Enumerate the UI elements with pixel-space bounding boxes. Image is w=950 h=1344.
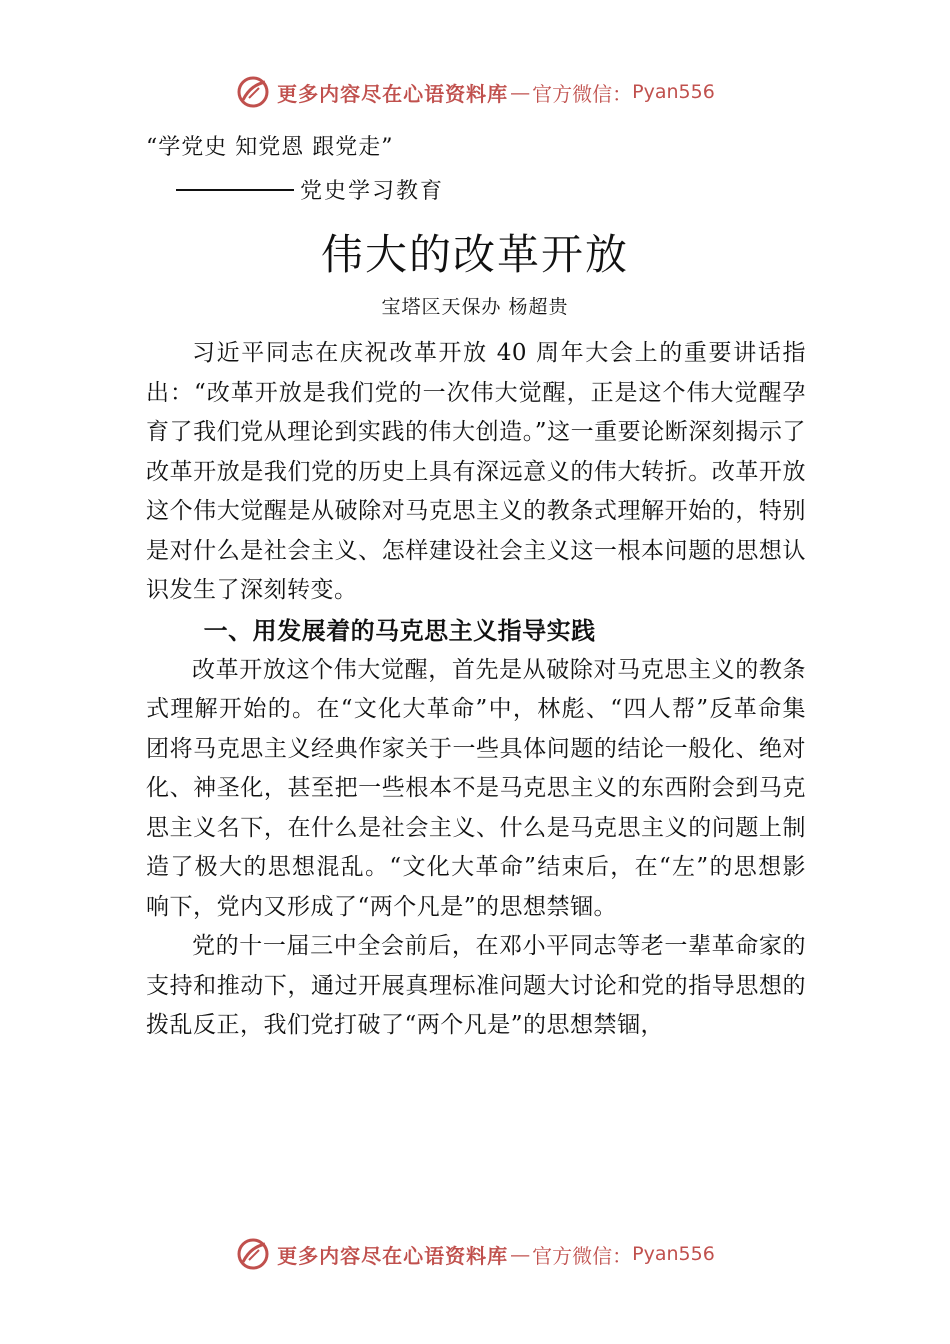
watermark-footer [0, 1236, 950, 1272]
watermark-main-text: 更多内容尽在心语资料库 [277, 81, 509, 106]
paragraph-1: 习近平同志在庆祝改革开放 40 周年大会上的重要讲话指出：“改革开放是我们党的一次伟大觉醒，正是这个伟大觉醒孕育了我们党从理论到实践的伟大创造。”这一重要论断深刻揭示了改革开放是我们党的历史上具有深远意义的伟大转折。改革开放这个伟大觉醒是从破除对马克思主义的教条式理解开始的，特别是对什么是社会主义、怎样建设社会主义这一根本问题的思想认识发生了深刻转变。 [146, 340, 806, 603]
epigraph: “学党史 知党恩 跟党走” [146, 135, 394, 160]
watermark-plain-text: 官方微信： [532, 1243, 633, 1268]
section-heading-1: 一、用发展着的马克思主义指导实践 [203, 616, 596, 645]
watermark-header [0, 74, 950, 110]
paragraph-3: 党的十一届三中全会前后，在邓小平同志等老一辈革命家的支持和推动下，通过开展真理标准问题大讨论和党的指导思想的拨乱反正，我们党打破了“两个凡是”的思想禁锢， [146, 933, 806, 1038]
watermark-id: Pyan556 [632, 1243, 715, 1265]
watermark-plain-text: 官方微信： [532, 81, 633, 106]
watermark-dash: — [510, 1242, 531, 1266]
document-title: 伟大的改革开放 [320, 230, 629, 279]
subline [176, 174, 444, 205]
watermark-dash: — [510, 80, 531, 104]
watermark-id: Pyan556 [632, 81, 715, 103]
document-body [146, 334, 806, 1046]
watermark-main-text: 更多内容尽在心语资料库 [277, 1243, 509, 1268]
brand-logo-icon [235, 74, 271, 110]
subline-rule [176, 189, 294, 191]
subline-text: 党史学习教育 [300, 179, 445, 204]
brand-logo-icon [235, 1236, 271, 1272]
paragraph-2: 改革开放这个伟大觉醒，首先是从破除对马克思主义的教条式理解开始的。在“文化大革命”中，林彪、“四人帮”反革命集团将马克思主义经典作家关于一些具体问题的结论一般化、绝对化、神圣化，甚至把一些根本不是马克思主义的东西附会到马克思主义名下，在什么是社会主义、什么是马克思主义的问题上制造了极大的思想混乱。“文化大革命”结束后，在“左”的思想影响下，党内又形成了“两个凡是”的思想禁锢。 [146, 656, 806, 920]
author-line: 宝塔区天保办 杨超贵 [381, 296, 569, 318]
